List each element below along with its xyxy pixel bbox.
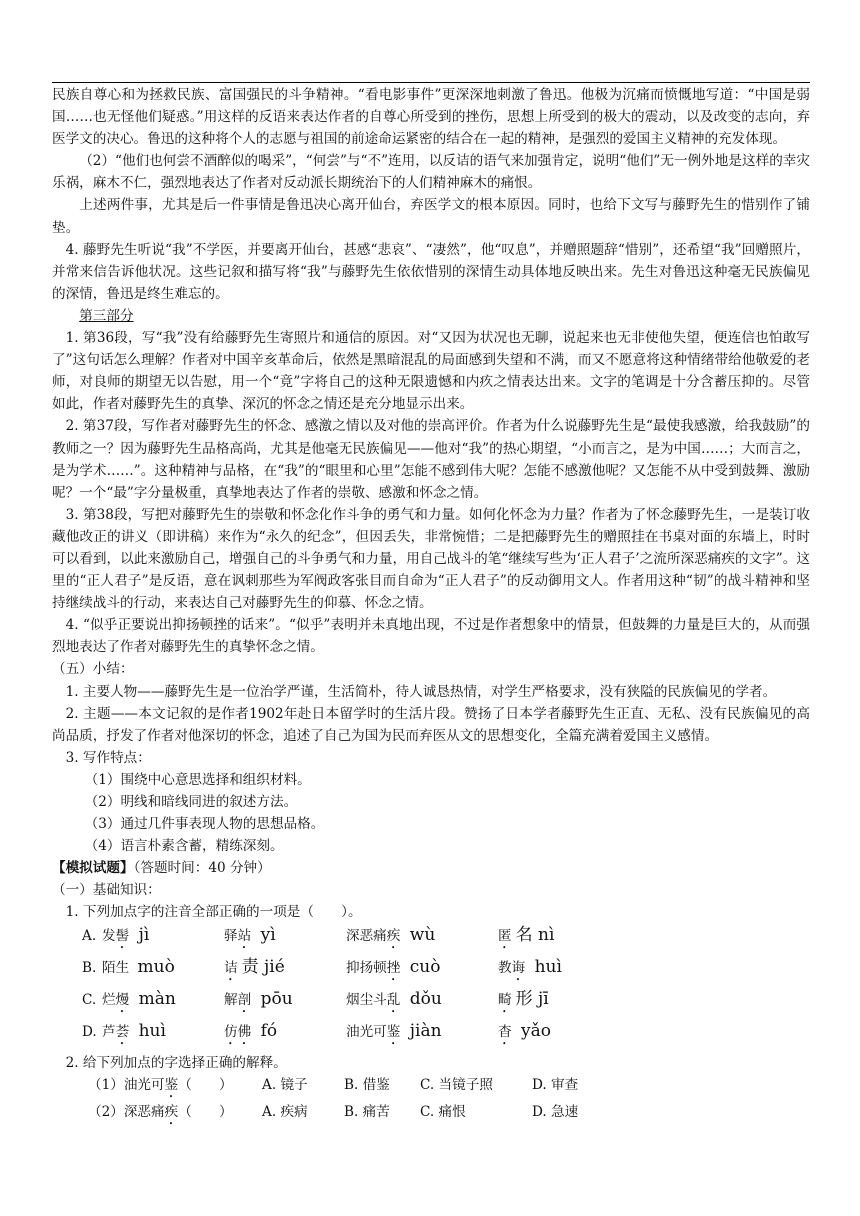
option-word: 烂熳 màn <box>102 988 176 1009</box>
summary-item: 3. 写作特点： <box>65 749 151 766</box>
paragraph: 2. 第37段，写作者对藤野先生的怀念、感激之情以及对他的崇高评价。作者为什么说藤野先生是“最使我感激，给我鼓励”的教师之一？因为藤野先生品格高尚，尤其是他毫无民族偏见——他对“我”的热心期望，“小而言之，是为中国……；大而言之，是为学术……”。这种精神与品格，在“我”的“眼里和心里”怎能不感到伟大呢？怎能不感激他呢？又怎能不从中受到鼓舞、激励呢？一个“最”字分量极重，真挚地表达了作者的崇敬、感激和怀念之情。 <box>52 418 810 501</box>
option-word: 芦荟 huì <box>102 1020 166 1041</box>
paragraph: 3. 第38段，写把对藤野先生的崇敬和怀念化作斗争的勇气和力量。如何化怀念为力量？作者为了怀念藤野先生，一是装订收藏他改正的讲义（即讲稿）来作为“永久的纪念”，但因丢失，非常惋惜；二是把藤野先生的赠照挂在书桌对面的东墙上，时时可以看到，以此来激励自己，增强自己的斗争勇气和力量，用自己战斗的笔“继续写些为‘正人君子’之流所深恶痛疾的文字”。这里的“正人君子”是反语，意在讽刺那些为军阀政客张目而自命为“正人君子”的反动御用文人。作者用这种“韧”的战斗精神和坚持继续战斗的行动，来表达自己对藤野先生的仰慕、怀念之情。 <box>52 506 810 612</box>
option-word: 诘 责 jié <box>224 956 285 977</box>
option-label: C. <box>82 991 97 1008</box>
option-a <box>52 924 810 956</box>
feature-item: （4）语言朴素含蓄，精练深刻。 <box>84 838 284 855</box>
option-label: D. <box>82 1023 97 1040</box>
option-word: 发髻 jì <box>102 924 150 945</box>
paragraph: 4. 藤野先生听说“我”不学医，并要离开仙台，甚感“悲哀”、“凄然”，他“叹息”，并赠照题辞“惜别”，还希望“我”回赠照片，并常来信告诉他状况。这些记叙和描写将“我”与藤野先生依依惜别的深情生动具体地反映出来。先生对鲁迅这种毫无民族偏见的深情，鲁迅是终生难忘的。 <box>52 241 810 302</box>
paragraph: 上述两件事，尤其是后一件事情是鲁迅决心离开仙台，弃医学文的根本原因。同时，也给下文写与藤野先生的惜别作了铺垫。 <box>52 197 810 236</box>
summary-heading: （五）小结： <box>52 661 134 678</box>
basic-knowledge-heading: （一）基础知识： <box>52 882 161 899</box>
option-c <box>52 988 810 1020</box>
mock-test-heading <box>52 857 810 879</box>
option-word: 仿佛 fó <box>224 1020 278 1041</box>
question-2: 2. 给下列加点的字选择正确的解释。 <box>65 1054 287 1071</box>
option-word: 畸 形 jī <box>498 988 549 1009</box>
paragraph: 4. “似乎正要说出抑扬顿挫的话来”。“似乎”表明并未真地出现，不过是作者想象中的情景，但鼓舞的力量是巨大的，从而强烈地表达了作者对藤野先生的真挚怀念之情。 <box>52 617 810 656</box>
feature-item: （1）围绕中心意思选择和组织材料。 <box>84 771 311 788</box>
feature-item: （3）通过几件事表现人物的思想品格。 <box>84 816 325 833</box>
question-1: 1. 下列加点字的注音全部正确的一项是（ ）。 <box>65 904 362 921</box>
option-word: 杳 yǎo <box>498 1020 551 1041</box>
document-body <box>52 84 810 1128</box>
option-word: 解剖 pōu <box>224 988 293 1009</box>
question-2-item-2: （2）深恶痛疾（ ） A. 疾病 B. 痛苦 C. 痛恨 D. 急速 <box>88 1103 579 1120</box>
mock-test-title: 【模拟试题】 <box>52 860 134 877</box>
section-heading-part3: 第三部分 <box>79 307 134 324</box>
option-word: 油光可鉴 jiàn <box>346 1020 442 1041</box>
option-word: 驿站 yì <box>224 924 276 945</box>
summary-item: 2. 主题——本文记叙的是作者1902年赴日本留学时的生活片段。赞扬了日本学者藤野先生正直、无私、没有民族偏见的高尚品质，抒发了作者对他深切的怀念，追述了自己为国为民而弃医从文的思想变化，全篇充满着爱国主义感情。 <box>52 705 810 744</box>
option-word: 抑扬顿挫 cuò <box>346 956 441 977</box>
option-label: B. <box>82 959 97 976</box>
option-word: 烟尘斗乱 dǒu <box>346 988 442 1009</box>
paragraph: （2）“他们也何尝不酒醉似的喝采”，“何尝”与“不”连用，以反诘的语气来加强肯定，说明“他们”无一例外地是这样的幸灾乐祸，麻木不仁，强烈地表达了作者对反动派长期统治下的人们精神麻木的痛恨。 <box>52 153 810 192</box>
feature-item: （2）明线和暗线同进的叙述方法。 <box>84 794 298 810</box>
option-b <box>52 956 810 988</box>
mock-test-time: （答题时间：40 分钟） <box>133 860 271 877</box>
header-rule <box>52 82 810 83</box>
option-d <box>52 1020 810 1052</box>
summary-item: 1. 主要人物——藤野先生是一位治学严谨，生活简朴，待人诚恳热情，对学生严格要求，没有狭隘的民族偏见的学者。 <box>65 683 777 700</box>
option-word: 深恶痛疾 wù <box>346 924 436 945</box>
option-word: 教诲 huì <box>498 956 562 977</box>
option-word: 匿 名 nì <box>498 924 555 945</box>
paragraph: 1. 第36段，写“我”没有给藤野先生寄照片和通信的原因。对“又因为状况也无聊，说起来也无非使他失望，便连信也怕敢写了”这句话怎么理解？作者对中国辛亥革命后，依然是黑暗混乱的局面感到失望和不满，而又不愿意将这种情绪带给他敬爱的老师，对良师的期望无以告慰，用一个“竟”字将自己的这种无限遗憾和内疚之情表达出来。文字的笔调是十分含蓄压抑的。尽管如此，作者对藤野先生的真挚、深沉的怀念之情还是充分地显示出来。 <box>52 330 810 413</box>
paragraph: 民族自尊心和为拯救民族、富国强民的斗争精神。“看电影事件”更深深地刺激了鲁迅。他极为沉痛而愤慨地写道：“中国是弱国……也无怪他们疑惑。”用这样的反语来表达作者的自尊心所受到的挫伤，思想上所受到的极大的震动，以及改变的志向，弃医学文的决心。鲁迅的这种将个人的志愿与祖国的前途命运紧密的结合在一起的精神，是强烈的爱国主义精神的充发体现。 <box>52 87 810 148</box>
option-label: A. <box>82 927 97 944</box>
option-word: 陌生 muò <box>102 956 175 977</box>
question-2-item-1: （1）油光可鉴（ ） A. 镜子 B. 借鉴 C. 当镜子照 D. 审查 <box>88 1076 579 1093</box>
